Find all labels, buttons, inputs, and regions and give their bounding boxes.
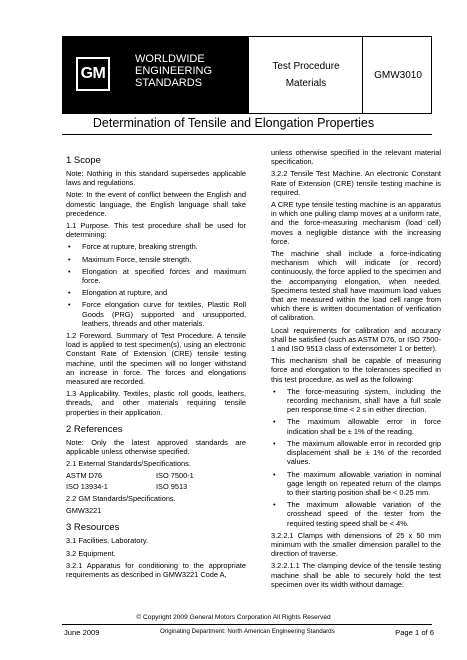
page-number: Page 1 of 6 [395, 628, 434, 637]
bullet-list [66, 242, 246, 328]
list-item: • The maximum allowable variation in nominal gage length on repeated return of the clamps to their starting position shall be < 0.25 mm. [271, 470, 441, 498]
section-heading: 2 References [66, 423, 123, 435]
org-name-line: WORLDWIDE [135, 53, 205, 65]
paragraph: Note: Nothing in this standard supersedes applicable laws and regulations. [66, 169, 246, 188]
doc-number: GMW3010 [374, 69, 422, 81]
section-heading: 1 Scope [66, 155, 101, 166]
footer-rule [62, 624, 432, 625]
footer-origin: Originating Department: North American Engineering Standards [160, 628, 335, 635]
footer-date: June 2009 [64, 628, 100, 637]
doc-type-line: Test Procedure [272, 61, 340, 72]
right-column [271, 148, 441, 592]
doc-type [250, 37, 363, 113]
reference-grid [66, 471, 246, 490]
paragraph: 3.2.1 Apparatus for conditioning to the appropriate requirements as described in GMW3221 Code A, [66, 560, 246, 579]
list-item: • The maximum allowable error in recorded grip displacement shall be ± 1% of the recorded values. [271, 439, 441, 467]
paragraph: unless otherwise specified in the relevant material specification. [271, 148, 441, 167]
paragraph: 3.2.2.1.1 The clamping device of the tensile testing machine shall be able to securely hold the test specimen over its width without damage. [271, 561, 441, 589]
paragraph: 1.1 Purpose. This test procedure shall be used for determining: [66, 221, 246, 240]
paragraph: 3.2 Equipment. [66, 548, 116, 558]
list-item: • Elongation at specified forces and maximum force. [66, 267, 246, 285]
doc-type-line: Materials [285, 78, 327, 89]
header-brand-panel [63, 37, 249, 113]
gm-logo: GM [76, 57, 110, 91]
list-item: • Elongation at rupture, and [66, 288, 246, 297]
document-header [62, 36, 432, 114]
list-item: • Force elongation curve for textiles, Plastic Roll Goods (PRG) supported and unsupported, leathers, threads and other materials. [66, 300, 246, 328]
org-name [135, 53, 212, 89]
paragraph: 2.2 GM Standards/Specifications. [66, 493, 176, 503]
list-item: • The maximum allowable variation of the crosshead speed of the tester from the required testing speed shall be < 4%. [271, 500, 441, 528]
reference-item: ISO 7500-1 [156, 471, 194, 481]
paragraph: 3.1 Facilities. Laboratory. [66, 536, 149, 546]
left-column [66, 155, 246, 582]
paragraph: Note: In the event of conflict between the English and domestic language, the English language shall take precedence. [66, 190, 246, 218]
paragraph: Note: Only the latest approved standards are applicable unless otherwise specified. [66, 437, 246, 457]
bullet-list [271, 387, 441, 528]
reference-item: ASTM D76 [66, 471, 103, 481]
copyright-notice: © Copyright 2009 General Motors Corporation All Rights Reserved [136, 614, 331, 621]
reference-item: GMW3221 [66, 506, 102, 516]
page-title: Determination of Tensile and Elongation Properties [92, 116, 375, 130]
paragraph: A CRE type tensile testing machine is an apparatus in which one pulling clamp moves at a uniform rate, and the force-measuring mechanism (load cell) moves a negligible distance with the increasing force. [271, 200, 441, 246]
title-rule [62, 134, 432, 135]
list-item: • The maximum allowable error in force indication shall be ± 1% of the reading. [271, 417, 441, 435]
paragraph: The machine shall include a force-indicating mechanism which will indicate (or record) continuously, the force applied to the specimen and the accompanying elongation, when needed. Specimens tested shall have maximum load values that are measured within the load cell range from which there is written documentation of verification of calibration. [271, 249, 441, 323]
list-item: • The force-measuring system, including the recording mechanism, shall have a full scale pen response time < 2 s in either direction. [271, 387, 441, 415]
reference-item: ISO 9513 [156, 481, 188, 491]
paragraph: 1.2 Foreword. Summary of Test Procedure. A tensile load is applied to test specimen(s), using an electronic Constant Rate of Extension (CRE) tensile testing machine, until the specimen will no longer withstand an increase in force. The forces and elongations measured are recorded. [66, 331, 246, 387]
paragraph: Local requirements for calibration and accuracy shall be satisfied (such as ASTM D76, or ISO 7500-1 and ISO 9513 class of extensometer 1 or better). [271, 325, 441, 354]
paragraph: 1.3 Applicability. Textiles, plastic roll goods, leathers, threads, and other materials requiring tensile properties in their application. [66, 389, 246, 417]
org-name-line: STANDARDS [135, 77, 203, 89]
paragraph: 3.2.2 Tensile Test Machine. An electronic Constant Rate of Extension (CRE) tensile testing machine is required. [271, 169, 441, 197]
list-item: • Force at rupture, breaking strength. [66, 242, 246, 251]
paragraph: This mechanism shall be capable of measuring force and elongation to the tolerances specified in this test procedure, as well as the following: [271, 356, 441, 384]
paragraph: 3.2.2.1 Clamps with dimensions of 25 x 50 mm minimum with the smaller dimension parallel to the direction of traverse. [271, 530, 441, 559]
org-name-line: ENGINEERING [135, 65, 213, 77]
list-item: • Maximum Force, tensile strength. [66, 255, 246, 264]
reference-item: ISO 13934-1 [66, 481, 108, 491]
section-heading: 3 Resources [66, 522, 120, 534]
paragraph: 2.1 External Standards/Specifications. [66, 459, 191, 469]
